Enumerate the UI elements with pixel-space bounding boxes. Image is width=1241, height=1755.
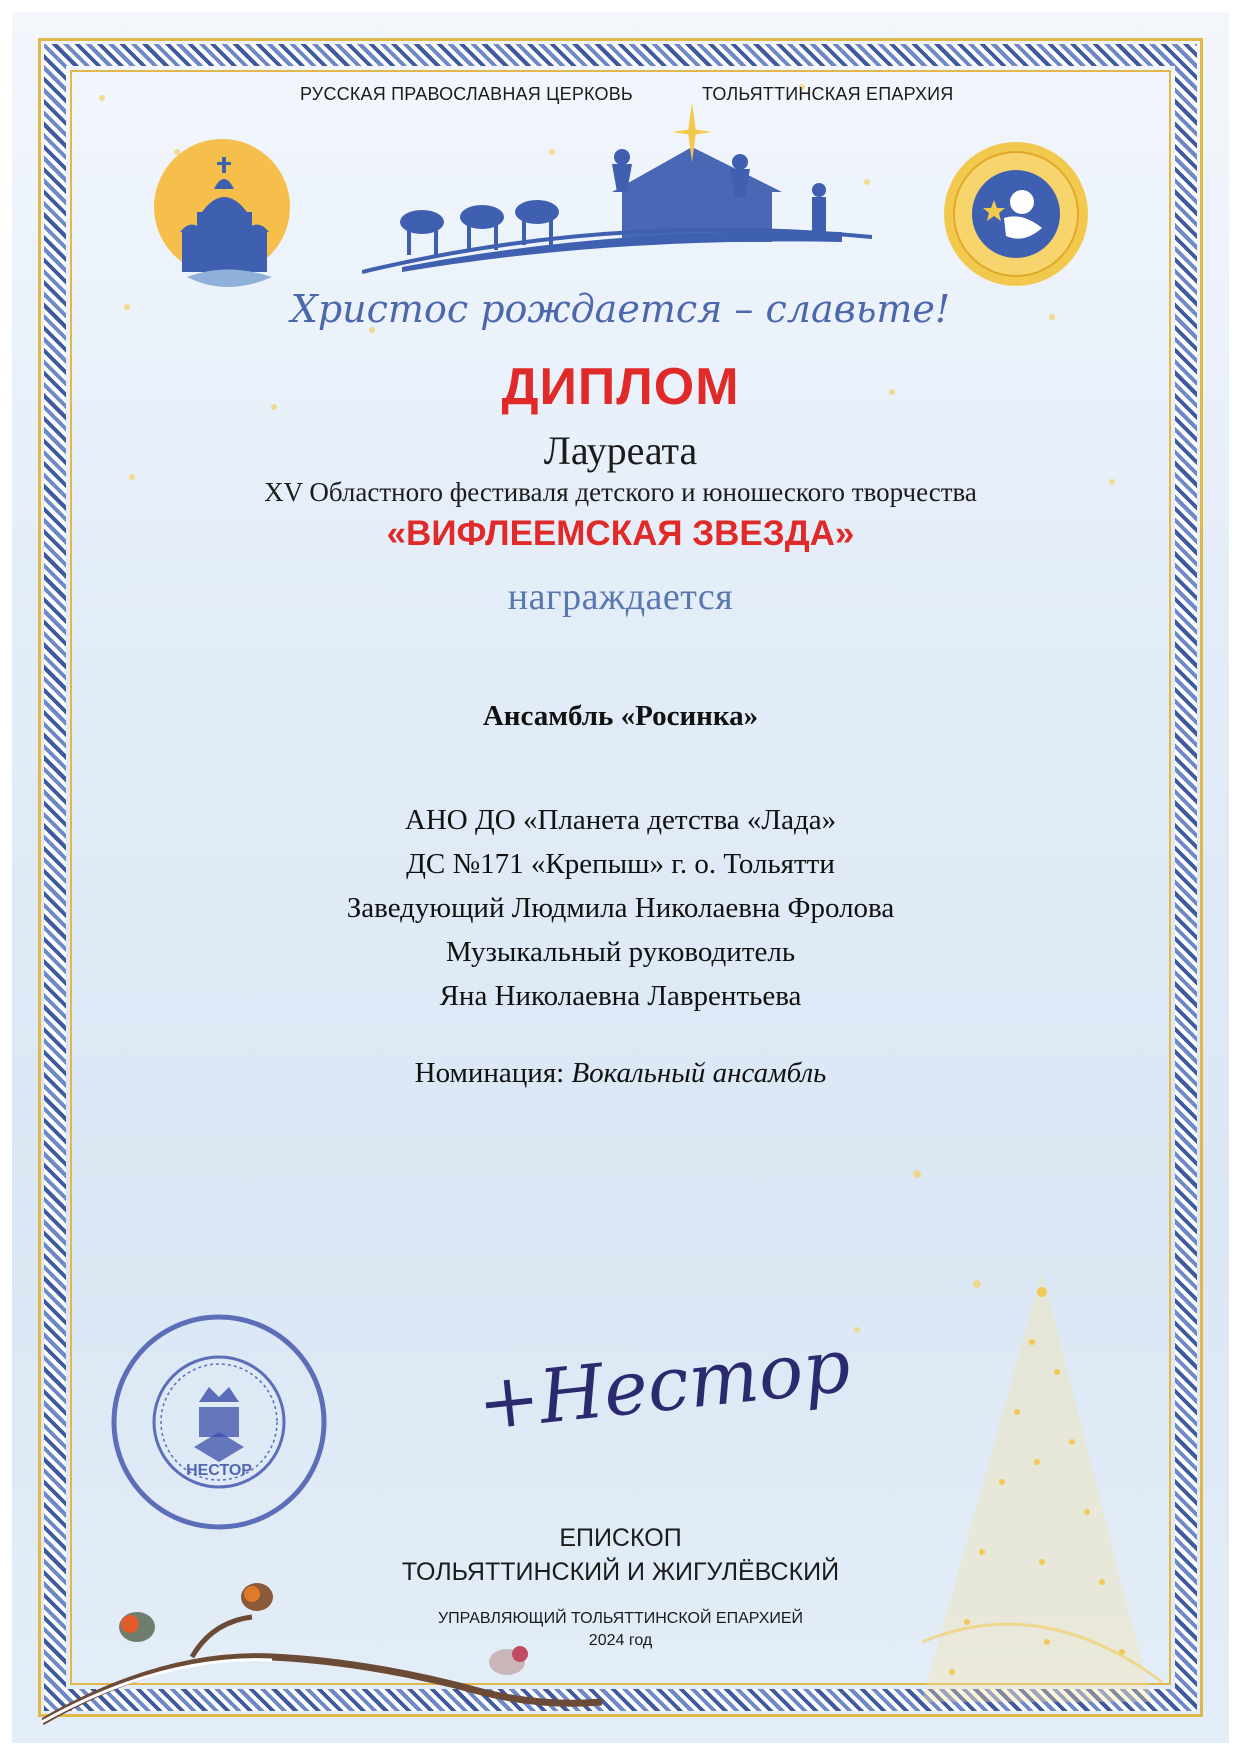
nomination-label: Номинация: [414, 1057, 565, 1089]
diploma-page [12, 12, 1229, 1743]
recipient-line: Музыкальный руководитель [445, 936, 796, 968]
nomination [12, 1057, 1229, 1090]
nativity-scene-illustration [362, 92, 872, 277]
recipient-line: ДС №171 «Крепыш» г. о. Тольятти [406, 848, 835, 880]
bishop-role: УПРАВЛЯЮЩИЙ ТОЛЬЯТТИНСКОЙ ЕПАРХИЕЙ [437, 1610, 804, 1627]
handwritten-signature: +Нестор [473, 1322, 855, 1448]
tagline: Христос рождается – славьте! [290, 287, 951, 331]
church-seal-stamp [104, 1307, 334, 1537]
diploma-subtitle: Лауреата [543, 428, 698, 473]
year: 2024 год [588, 1632, 653, 1649]
festival-description: XV Областного фестиваля детского и юношеского творчества [264, 477, 977, 507]
recipient-line: АНО ДО «Планета детства «Лада» [404, 804, 837, 836]
cathedral-logo [152, 137, 302, 297]
festival-emblem [942, 140, 1090, 288]
nomination-value: Вокальный ансамбль [571, 1057, 827, 1089]
eparchy-name: ТОЛЬЯТТИНСКАЯ ЕПАРХИЯ [702, 84, 954, 104]
bishop-diocese: ТОЛЬЯТТИНСКИЙ И ЖИГУЛЁВСКИЙ [401, 1558, 840, 1586]
recipient-name: Ансамбль «Росинка» [482, 700, 759, 732]
awarded-label: награждается [507, 576, 734, 618]
diploma-title: ДИПЛОМ [501, 358, 740, 416]
recipient-line: Яна Николаевна Лаврентьева [439, 980, 802, 1012]
recipient-line: Заведующий Людмила Николаевна Фролова [346, 892, 895, 924]
branch-with-birds-illustration [42, 1532, 602, 1732]
seal-name: НЕСТОР [186, 1462, 252, 1479]
bishop-title: ЕПИСКОП [559, 1524, 682, 1552]
church-name: РУССКАЯ ПРАВОСЛАВНАЯ ЦЕРКОВЬ [300, 84, 633, 104]
festival-name: «ВИФЛЕЕМСКАЯ ЗВЕЗДА» [386, 514, 855, 553]
golden-christmas-tree [882, 1262, 1172, 1732]
